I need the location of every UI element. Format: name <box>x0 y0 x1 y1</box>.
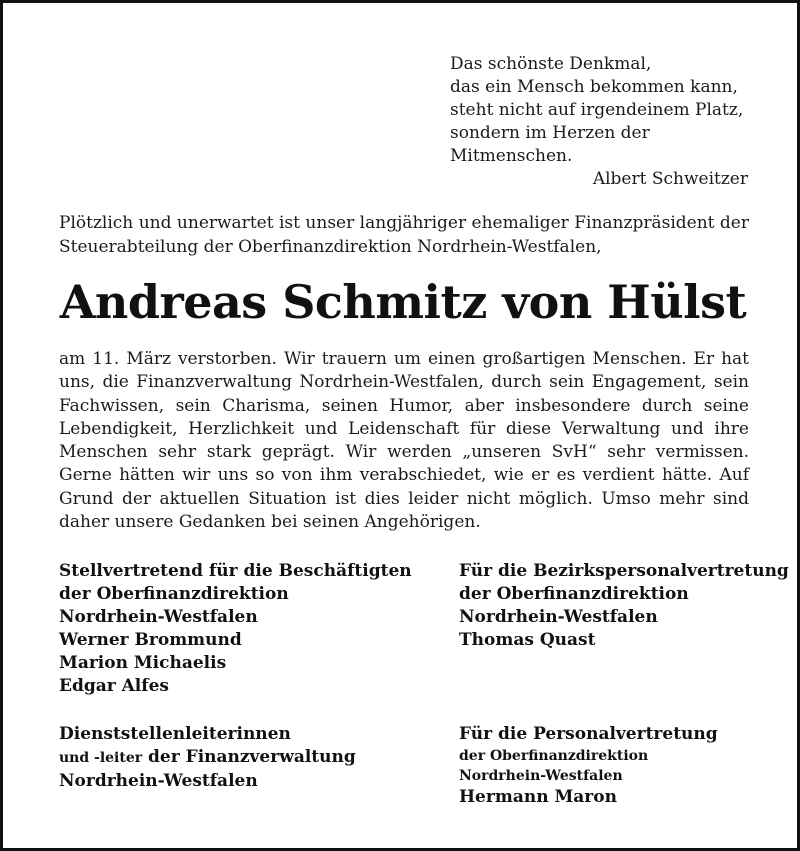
signature-name: Edgar Alfes <box>59 676 169 696</box>
signature-line: Stellvertretend für die Beschäftigten <box>59 561 412 581</box>
quote-line: Mitmenschen. <box>450 146 573 166</box>
signature-name: Thomas Quast <box>459 630 596 650</box>
intro-paragraph: Plötzlich und unerwartet ist unser langjähriger ehemaliger Finanzpräsident der Steuerabteilung der Oberfinanzdirektion Nordrhein-Westfalen, <box>59 213 749 257</box>
signature-line-mixed <box>59 746 356 770</box>
signature-block-district-staff-council <box>459 560 789 652</box>
deceased-name: Andreas Schmitz von Hülst <box>59 275 747 329</box>
signature-line: Nordrhein-Westfalen <box>59 607 258 627</box>
quote-line: das ein Mensch bekommen kann, <box>450 77 738 97</box>
signature-line: der Oberfinanzdirektion <box>59 584 289 604</box>
signature-name: Hermann Maron <box>459 787 617 807</box>
signature-small-line: der Oberfinanzdirektion <box>459 748 649 764</box>
quote-line: steht nicht auf irgendeinem Platz, <box>450 100 744 120</box>
quote-line: sondern im Herzen der <box>450 123 650 143</box>
signature-line: Für die Personalvertretung <box>459 724 718 744</box>
quote-author: Albert Schweitzer <box>592 169 748 189</box>
signature-line: Für die Bezirkspersonalvertretung <box>459 561 789 581</box>
signature-text: der Finanzverwaltung <box>148 747 356 767</box>
signature-block-employees <box>59 560 412 698</box>
epigraph-quote <box>450 53 750 191</box>
signature-line: der Oberfinanzdirektion <box>459 584 689 604</box>
signature-line: Nordrhein-Westfalen <box>459 607 658 627</box>
signature-name: Marion Michaelis <box>59 653 227 673</box>
body-paragraph: am 11. März verstorben. Wir trauern um einen großartigen Menschen. Er hat uns, die Finanzverwaltung Nordrhein-Westfalen, durch sein Engagement, sein Fachwissen, sein Charisma, seinen Humor, aber insbesondere durch seine Lebendigkeit, Herzlichkeit und Leidenschaft für diese Verwaltung und ihre Menschen sehr stark geprägt. Wir werden „unseren SvH“ sehr vermissen. Gerne hätten wir uns so von ihm verabschiedet, wie er es verdient hätte. Auf Grund der aktuellen Situation ist dies leider nicht möglich. Umso mehr sind daher unsere Gedanken bei seinen Angehörigen. <box>59 349 749 533</box>
signature-small-text: und -leiter <box>59 750 143 766</box>
signature-small-line: Nordrhein-Westfalen <box>459 768 623 784</box>
signature-block-staff-council <box>459 723 718 809</box>
signature-block-office-heads <box>59 723 356 793</box>
signature-name: Werner Brommund <box>59 630 242 650</box>
quote-line: Das schönste Denkmal, <box>450 54 652 74</box>
signature-line: Dienststellenleiterinnen <box>59 724 291 744</box>
signature-line: Nordrhein-Westfalen <box>59 771 258 791</box>
